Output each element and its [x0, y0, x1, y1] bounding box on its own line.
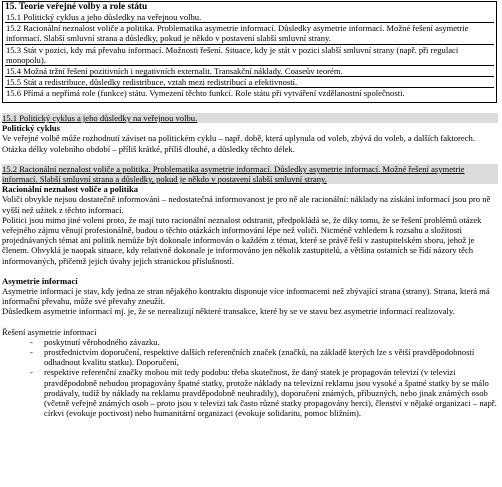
- list-item: - prostřednictvím doporučení, respektive dalších referenčních značek (značků, na základě kterých lze s větší pravděpodobností odhadnout kvalitu statku). Doporučení,: [2, 347, 498, 367]
- section-heading: 15.1 Politický cyklus a jeho důsledky na veřejnou volbu.: [2, 113, 498, 123]
- document-body: [2, 113, 498, 418]
- spacer: [2, 317, 498, 327]
- topic-line: 15.6 Přímá a nepřímá role (funkce) státu. Vymezení těchto funkcí. Role státu při vytváření vzdělanostní společnosti.: [6, 88, 405, 99]
- list-item: - respektive referenční značky mohou mít tedy podobu: třeba skutečnost, že daný statek je propagován televizí (v televizi pravděpodobně nebudou propagovány špatné statky, protože náklady na televizní reklamu jsou vysoké a špatné statky by se málo prodávaly, tudíž by náklady na reklamu pravděpodobně neuhradily), doporučení známých, příbuzných, nebo jinak známých osob (včetně veřejně známých osob – proto jsou v televizi tak často různé statky propagovány herci), členství v nějaké organizaci – např. církvi (evokuje poctivost) nebo humanitární organizaci (evokuje solidaritu, pomoc bližním).: [2, 367, 498, 418]
- spacer: [2, 154, 498, 164]
- topic-line: 15.4 Možná tržní řešení pozitivních i negativních externalit. Transakční náklady. Coaseův teorém.: [5, 66, 494, 77]
- spacer: [2, 266, 498, 276]
- topic-line: 15.1 Politický cyklus a jeho důsledky na veřejnou volbu.: [5, 12, 494, 23]
- list-item: - poskytnutí věrohodného závazku.: [2, 337, 498, 347]
- paragraph: Důsledkem asymetrie informací mj. je, že se nerealizují některé transakce, které by se ve stavu bez asymetrie informací realizovaly.: [2, 306, 455, 317]
- topic-line: 15.2 Racionální neznalost voliče a politika. Problematika asymetrie informací. Důsledky asymetrie informací. Možné řešení asymetrie informací. Slabší smluvní strana a důsledky, pokud je někdo v postavení slabší smluvní strany.: [5, 23, 494, 44]
- topic-box: [2, 1, 497, 103]
- paragraph: Otázka délky volebního období – příliš krátké, příliš dlouhé, a důsledky těchto délek.: [2, 143, 295, 154]
- paragraph: Politici jsou mimo jiné voleni proto, že mají tuto racionální neznalost odstranit, předpokládá se, že díky tomu, že se řešení problémů otázek veřejného zájmu věnují profesionálně, budou o těchto otázkách informování lépe než voliči. Nicméně vzhledem k rozsahu a složitosti projednávaných témat ani politik nemůže být dokonale informován o každém z témat, které se právě řeší v zastupitelském sboru, jehož je členem. Obvyklá je naopak situace, kdy relativně dokonale je informováno jen několik zastupitelů, a většina ostatních se řídí názory těch informovaných, přičemž jejich úvahy jejich stranickou příslušností.: [2, 214, 482, 266]
- topic-title: 15. Teorie veřejné volby a role státu: [5, 2, 148, 12]
- paragraph: Ve veřejné volbě může rozhodnutí záviset na politickém cyklu – např. době, která uplynula od voleb, zbývá do voleb, a dalších faktorech.: [2, 133, 475, 144]
- list-intro: Řešení asymetrie informací: [2, 326, 97, 337]
- section-subheading: Racionální neznalost voliče a politika: [2, 184, 139, 195]
- section-subheading: Asymetrie informací: [2, 275, 78, 286]
- solutions-list: [2, 337, 498, 419]
- section-subheading: Politický cyklus: [2, 123, 61, 134]
- section-heading: 15.2 Racionální neznalost voliče a politika. Problematika asymetrie informací. Důsledky asymetrie informací. Možné řešení asymetrie informací. Slabší smluvní strana a důsledky, pokud je někdo v postavení slabší smluvní strany.: [2, 164, 498, 184]
- paragraph: Voliči obvykle nejsou dostatečně informováni – nedostatečná informovanost je pro ně ale racionální: náklady na získání informací jsou pro ně vyšší než užitek z těchto informací.: [2, 194, 491, 215]
- topic-line: 15.5 Stát a redistribuce, důsledky redistribuce, vztah mezi redistribucí a efektivností.: [5, 77, 494, 88]
- topic-line: 15.3 Stát v pozici, kdy má převahu informací. Možnosti řešení. Situace, kdy je stát v pozici slabší smluvní strany (např. při regulaci monopolu).: [5, 45, 494, 66]
- paragraph: Asymetrie informací je stav, kdy jedna ze stran nějakého kontraktu disponuje více informacemi než zbývající strana (strany). Strana, která má informační převahu, může své převahy zneužít.: [2, 286, 490, 307]
